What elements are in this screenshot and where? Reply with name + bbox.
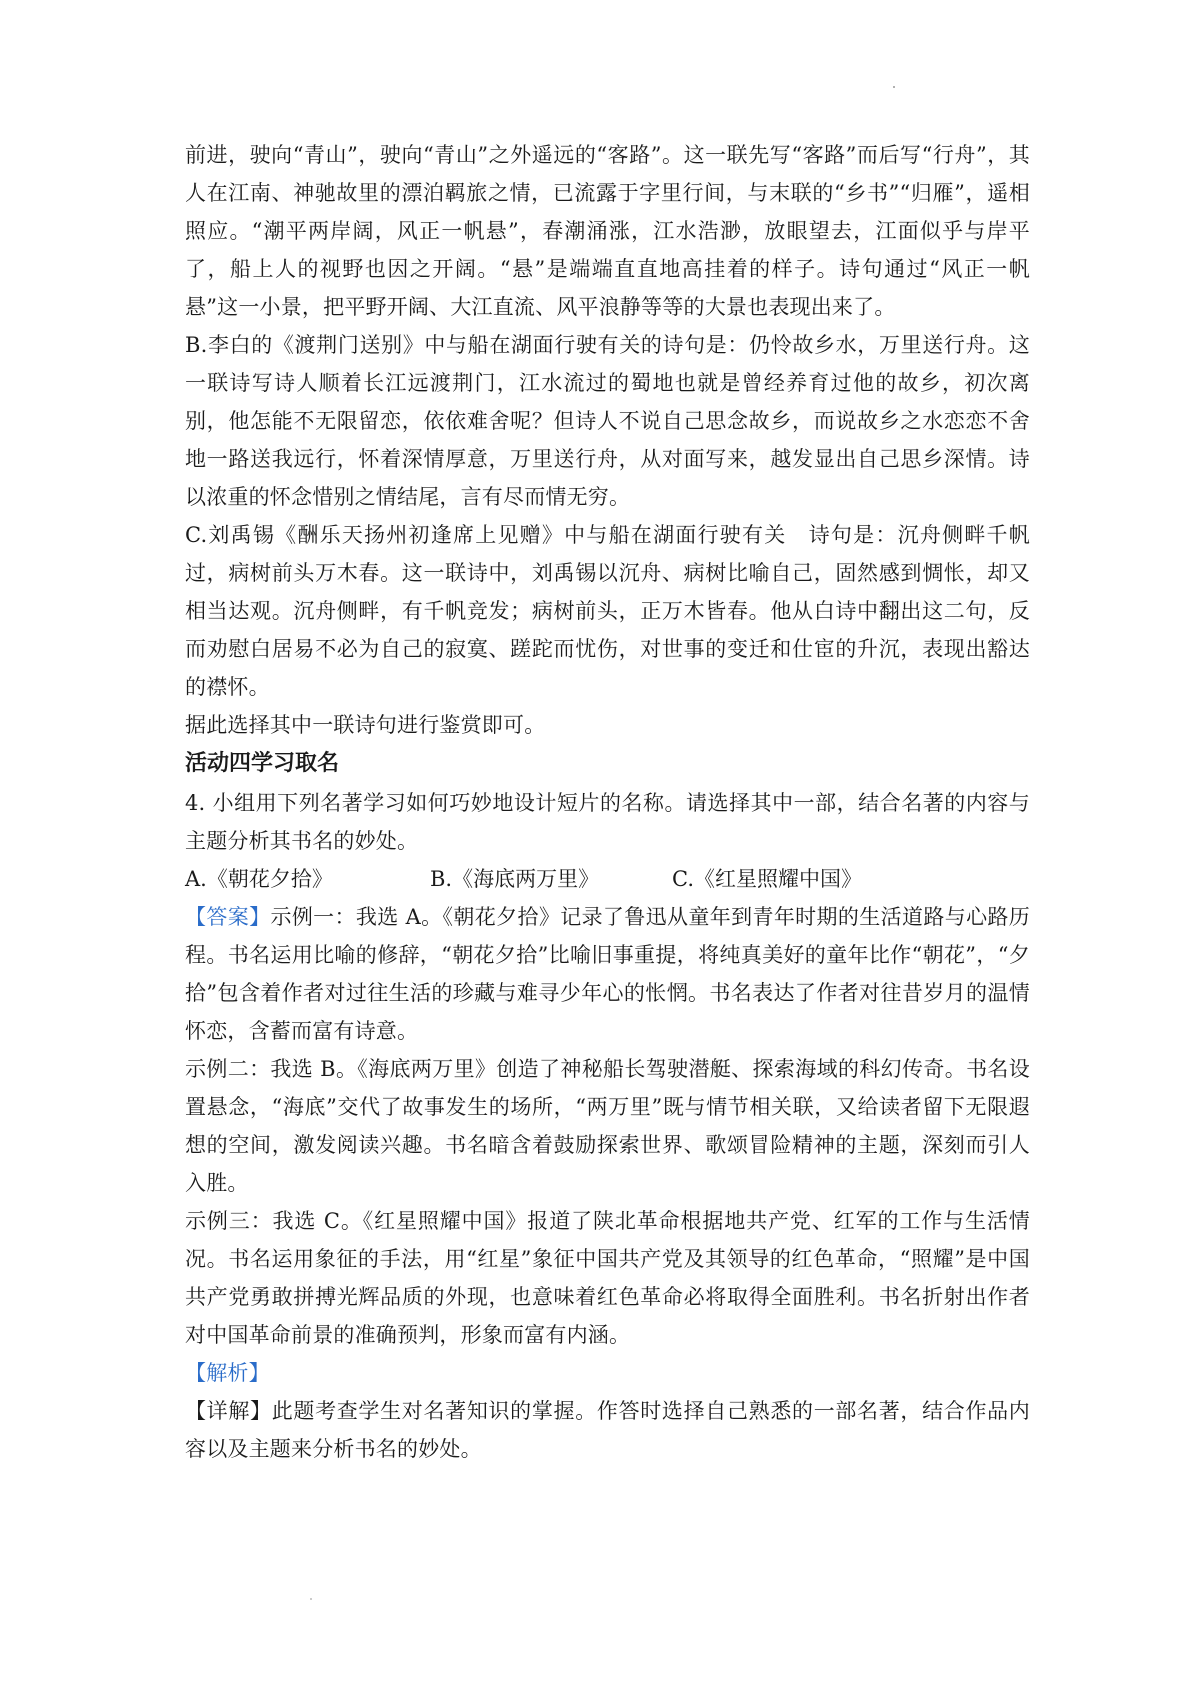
document-body [185,136,1030,1468]
paragraph-poem-analysis-c: C.刘禹锡《酬乐天扬州初逢席上见赠》中与船在湖面行驶有关 诗句是：沉舟侧畔千帆过，病树前头万木春。这一联诗中，刘禹锡以沉舟、病树比喻自己，固然感到惆怅，却又相当达观。沉舟侧畔，有千帆竞发；病树前头，正万木皆春。他从白诗中翻出这二句，反而劝慰白居易不必为自己的寂寞、蹉跎而忧伤，对世事的变迁和仕宦的升沉，表现出豁达的襟怀。 [185,523,1030,699]
option-c: C.《红星照耀中国》 [672,867,862,891]
page-mark-dot-bottom [310,1598,312,1600]
answer-example-1: 示例一：我选 A。《朝花夕拾》记录了鲁迅从童年到青年时期的生活道路与心路历程。书名运用比喻的修辞，“朝花夕拾”比喻旧事重提，将纯真美好的童年比作“朝花”，“夕拾”包含着作者对过往生活的珍藏与难寻少年心的怅惘。书名表达了作者对往昔岁月的温情怀恋，含蓄而富有诗意。 [185,905,1030,1043]
answer-paragraph [185,898,1030,1050]
answer-example-2: 示例二：我选 B。《海底两万里》创造了神秘船长驾驶潜艇、探索海域的科幻传奇。书名设置悬念，“海底”交代了故事发生的场所，“两万里”既与情节相关联，又给读者留下无限遐想的空间，激发阅读兴趣。书名暗含着鼓励探索世界、歌颂冒险精神的主题，深刻而引人入胜。 [185,1057,1030,1195]
analysis-tag: 【解析】 [185,1361,270,1385]
paragraph-poem-analysis-b: B.李白的《渡荆门送别》中与船在湖面行驶有关的诗句是：仍怜故乡水，万里送行舟。这一联诗写诗人顺着长江远渡荆门，江水流过的蜀地也就是曾经养育过他的故乡，初次离别，他怎能不无限留恋，依依难舍呢？但诗人不说自己思念故乡，而说故乡之水恋恋不舍地一路送我远行，怀着深情厚意，万里送行舟，从对面写来，越发显出自己思乡深情。诗以浓重的怀念惜别之情结尾，言有尽而情无穷。 [185,333,1030,509]
page-mark-dot [893,86,895,88]
answer-tag: 【答案】 [185,905,271,929]
section-heading: 活动四学习取名 [185,751,340,776]
question-text: 4. 小组用下列名著学习如何巧妙地设计短片的名称。请选择其中一部，结合名著的内容与主题分析其书名的妙处。 [185,791,1030,853]
paragraph-conclusion: 据此选择其中一联诗句进行鉴赏即可。 [185,713,546,737]
answer-example-3: 示例三：我选 C。《红星照耀中国》报道了陕北革命根据地共产党、红军的工作与生活情况。书名运用象征的手法，用“红星”象征中国共产党及其领导的红色革命，“照耀”是中国共产党勇敢拼搏光辉品质的外现，也意味着红色革命必将取得全面胜利。书名折射出作者对中国革命前景的准确预判，形象而富有内涵。 [185,1209,1030,1347]
analysis-heading [185,1354,1030,1392]
options-row [185,860,1030,898]
option-a: A.《朝花夕拾》 [185,867,333,891]
paragraph-poem-analysis-a: 前进，驶向“青山”，驶向“青山”之外遥远的“客路”。这一联先写“客路”而后写“行舟”，其人在江南、神驰故里的漂泊羁旅之情，已流露于字里行间，与末联的“乡书”“归雁”，遥相照应。“潮平两岸阔，风正一帆悬”，春潮涌涨，江水浩渺，放眼望去，江面似乎与岸平了，船上人的视野也因之开阔。“悬”是端端直直地高挂着的样子。诗句通过“风正一帆悬”这一小景，把平野开阔、大江直流、风平浪静等等的大景也表现出来了。 [185,143,1030,319]
detail-paragraph: 【详解】此题考查学生对名著知识的掌握。作答时选择自己熟悉的一部名著，结合作品内容以及主题来分析书名的妙处。 [185,1399,1030,1461]
option-b: B.《海底两万里》 [430,867,600,891]
